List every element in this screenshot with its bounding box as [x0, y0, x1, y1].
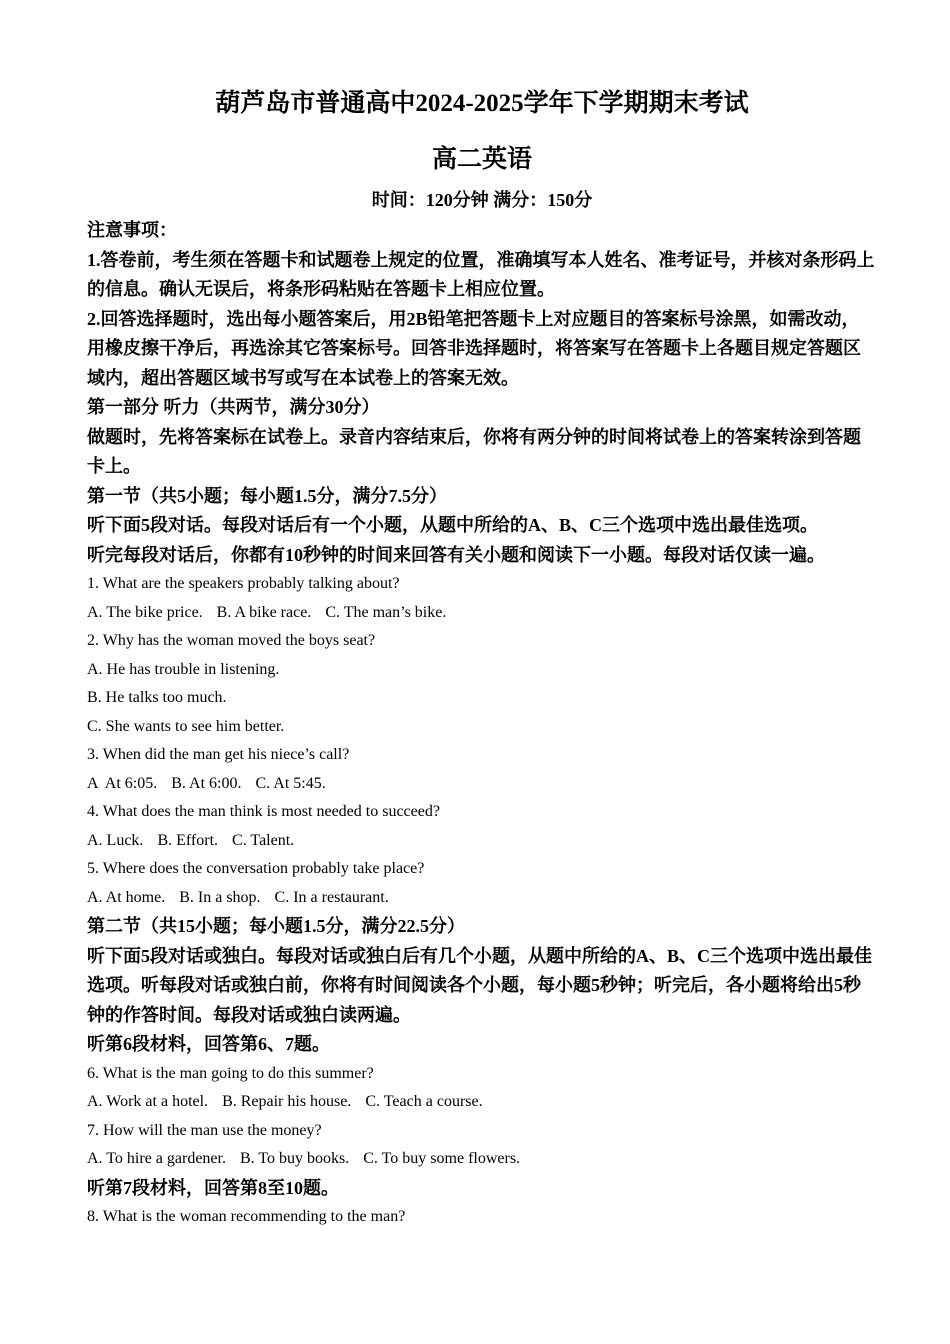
- option-a: A. Luck.: [87, 831, 144, 849]
- option-a: A At 6:05.: [87, 774, 158, 792]
- exam-title: 葫芦岛市普通高中2024-2025学年下学期期末考试: [215, 90, 749, 117]
- option-b: B. Effort.: [157, 831, 219, 849]
- option-c: C. At 5:45.: [255, 774, 326, 792]
- notes-heading: 注意事项：: [87, 220, 177, 240]
- question-2-option-b: B. He talks too much.: [87, 689, 227, 706]
- section2-instruction: 听下面5段对话或独白。每段对话或独白后有几个小题，从题中所给的A、B、C三个选项中选出最佳选项。听每段对话或独白前，你将有时间阅读各个小题，每小题5秒钟；听完后，各小题将给出5秒钟的作答时间。每段对话或独白读两遍。: [87, 945, 872, 1025]
- question-6-options: [87, 1088, 877, 1117]
- notes-item-2: 2.回答选择题时，选出每小题答案后，用2B铅笔把答题卡上对应题目的答案标号涂黑，如需改动，用橡皮擦干净后，再选涂其它答案标号。回答非选择题时，将答案写在答题卡上各题目规定答题区域内，超出答题区域书写或写在本试卷上的答案无效。: [87, 308, 861, 388]
- exam-page: [87, 86, 877, 1232]
- option-b: B. At 6:00.: [171, 774, 242, 792]
- option-a: A. To hire a gardener.: [87, 1150, 226, 1167]
- option-c: C. In a restaurant.: [274, 888, 389, 906]
- option-a: A. Work at a hotel.: [87, 1093, 209, 1110]
- question-5-options: [87, 884, 877, 913]
- section1-instruction-2: 听完每段对话后，你都有10秒钟的时间来回答有关小题和阅读下一小题。每段对话仅读一遍。: [87, 544, 825, 565]
- question-6: 6. What is the man going to do this summer?: [87, 1064, 374, 1082]
- question-4: 4. What does the man think is most needed to succeed?: [87, 803, 440, 820]
- section1-heading: 第一节（共5小题；每小题1.5分，满分7.5分）: [87, 485, 447, 506]
- option-b: B. Repair his house.: [222, 1093, 352, 1110]
- option-a: A. At home.: [87, 888, 166, 906]
- option-c: C. The man’s bike.: [325, 603, 447, 621]
- question-7-options: [87, 1145, 877, 1174]
- question-5: 5. Where does the conversation probably take place?: [87, 860, 425, 877]
- question-8: 8. What is the woman recommending to the man?: [87, 1208, 406, 1225]
- question-7: 7. How will the man use the money?: [87, 1121, 322, 1139]
- option-c: C. Talent.: [232, 831, 295, 849]
- part1-instruction: 做题时，先将答案标在试卷上。录音内容结束后，你将有两分钟的时间将试卷上的答案转涂到答题卡上。: [87, 426, 861, 476]
- section1-instruction-1: 听下面5段对话。每段对话后有一个小题，从题中所给的A、B、C三个选项中选出最佳选项。: [87, 515, 818, 535]
- question-3-options: [87, 770, 877, 799]
- option-c: C. Teach a course.: [365, 1093, 483, 1110]
- question-3: 3. When did the man get his niece’s call?: [87, 746, 350, 763]
- question-2-option-a: A. He has trouble in listening.: [87, 660, 280, 678]
- exam-subject: 高二英语: [431, 146, 532, 173]
- option-b: B. To buy books.: [239, 1150, 350, 1167]
- question-1-options: [87, 599, 877, 628]
- question-2: 2. Why has the woman moved the boys seat?: [87, 632, 376, 649]
- material-7-heading: 听第7段材料，回答第8至10题。: [87, 1177, 339, 1198]
- option-a: A. The bike price.: [87, 603, 203, 621]
- option-b: B. In a shop.: [179, 888, 261, 906]
- question-4-options: [87, 827, 877, 856]
- option-b: B. A bike race.: [216, 603, 312, 621]
- notes-item-1: 1.答卷前，考生须在答题卡和试题卷上规定的位置，准确填写本人姓名、准考证号，并核对条形码上的信息。确认无误后，将条形码粘贴在答题卡上相应位置。: [87, 249, 875, 299]
- exam-time-score: 时间：120分钟 满分：150分: [371, 190, 593, 210]
- part1-heading: 第一部分 听力（共两节，满分30分）: [87, 397, 380, 417]
- section2-heading: 第二节（共15小题；每小题1.5分，满分22.5分）: [87, 916, 465, 936]
- option-c: C. To buy some flowers.: [363, 1150, 521, 1167]
- material-6-heading: 听第6段材料，回答第6、7题。: [87, 1034, 330, 1054]
- question-1: 1. What are the speakers probably talking about?: [87, 575, 400, 592]
- question-2-option-c: C. She wants to see him better.: [87, 717, 285, 735]
